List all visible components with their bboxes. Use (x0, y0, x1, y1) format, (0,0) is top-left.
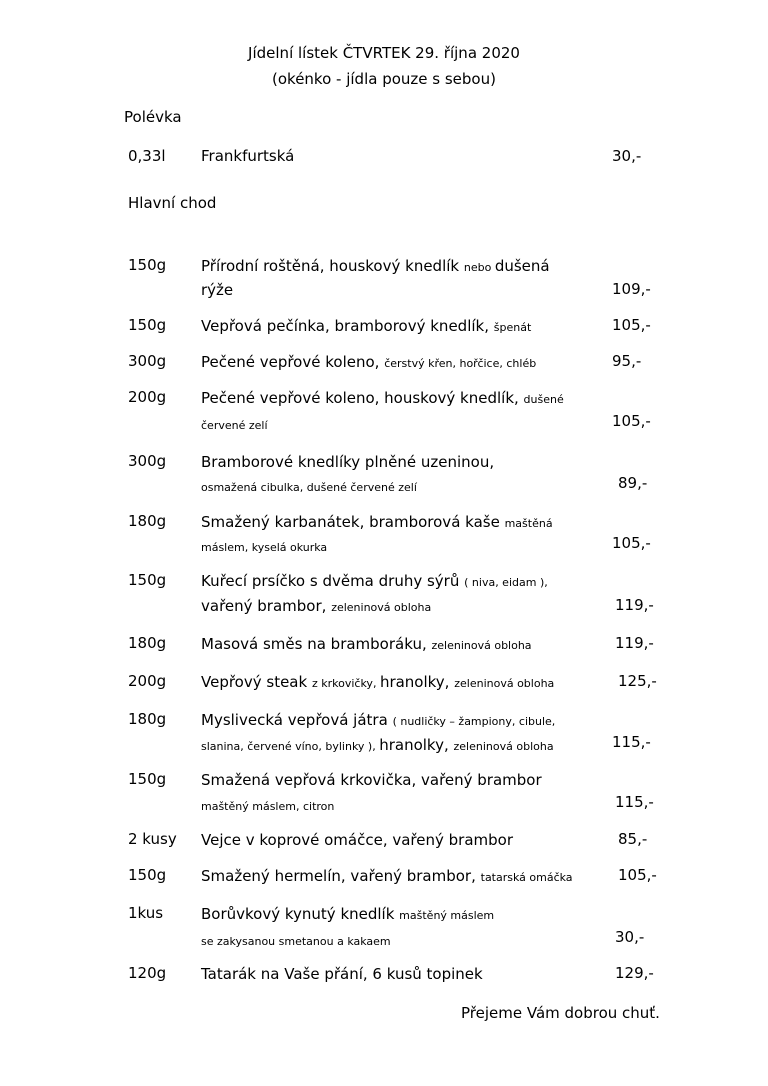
menu-item-l1 (201, 316, 531, 335)
item-quantity: 150g (128, 770, 167, 788)
item-price: 119,- (615, 634, 654, 652)
menu-item-l2 (201, 795, 334, 814)
menu-item-l1 (201, 710, 555, 729)
item-price: 109,- (612, 280, 651, 298)
item-name: Smažený hermelín, vařený brambor, (201, 867, 481, 885)
menu-item-l1 (201, 388, 564, 407)
item-quantity: 300g (128, 352, 167, 370)
menu-item-l2 (201, 414, 268, 433)
item-name: Vepřová pečínka, bramborový knedlík, (201, 317, 494, 335)
item-price: 105,- (612, 534, 651, 552)
item-detail: maštěný máslem, citron (201, 800, 335, 813)
item-detail: osmažená cibulka, dušené červené zelí (201, 481, 417, 494)
item-name: Smažený karbanátek, bramborová kaše (201, 513, 505, 531)
item-name: Tatarák na Vaše přání, 6 kusů topinek (201, 965, 483, 983)
menu-item-l1 (201, 770, 542, 789)
menu-item-l1 (201, 512, 553, 531)
item-quantity: 150g (128, 866, 167, 884)
item-detail: nebo (463, 261, 495, 274)
menu-item-l2 (201, 476, 417, 495)
item-detail: maštěný máslem (399, 909, 495, 922)
item-detail: z krkovičky, (311, 677, 380, 690)
item-detail: dušené (523, 393, 564, 406)
menu-item-l2 (201, 735, 554, 754)
menu-item-l1 (201, 866, 573, 885)
item-name: Přírodní roštěná, houskový knedlík (201, 257, 464, 275)
item-quantity: 180g (128, 512, 167, 530)
item-detail: čerstvý křen, hořčice, chléb (384, 357, 537, 370)
soup-name: Frankfurtská (201, 147, 295, 165)
menu-item-l1 (201, 634, 532, 653)
menu-item-l1 (201, 571, 548, 590)
menu-item-l1 (201, 964, 483, 983)
item-detail: ( niva, eidam ), (464, 576, 548, 589)
item-quantity: 300g (128, 452, 167, 470)
item-quantity: 120g (128, 964, 167, 982)
soup-price: 30,- (612, 147, 642, 165)
item-detail: tatarská omáčka (480, 871, 573, 884)
item-price: 105,- (612, 316, 651, 334)
menu-subtitle: (okénko - jídla pouze s sebou) (272, 70, 496, 88)
item-name: Bramborové knedlíky plněné uzeninou, (201, 453, 495, 471)
item-quantity: 2 kusy (128, 830, 177, 848)
item-name: Myslivecká vepřová játra (201, 711, 393, 729)
item-quantity: 1kus (128, 904, 164, 922)
item-name: Borůvkový kynutý knedlík (201, 905, 400, 923)
item-detail: zeleninová obloha (431, 639, 532, 652)
menu-item-l2 (201, 596, 431, 615)
item-price: 85,- (618, 830, 648, 848)
item-name: Masová směs na bramboráku, (201, 635, 432, 653)
item-price: 115,- (615, 793, 654, 811)
menu-item-l1 (201, 904, 494, 923)
item-quantity: 150g (128, 256, 167, 274)
soup-qty: 0,33l (128, 147, 166, 165)
item-quantity: 180g (128, 634, 167, 652)
item-detail: slanina, červené víno, bylinky ), (201, 740, 380, 753)
menu-item-l1 (201, 352, 536, 371)
item-price: 119,- (615, 596, 654, 614)
item-detail: špenát (493, 321, 532, 334)
menu-item-l1 (201, 452, 494, 471)
item-detail: se zakysanou smetanou a kakaem (201, 935, 391, 948)
item-name: rýže (201, 281, 234, 299)
main-course-heading: Hlavní chod (128, 194, 217, 212)
item-detail: zeleninová obloha (454, 677, 555, 690)
item-price: 115,- (612, 733, 651, 751)
item-price: 105,- (612, 412, 651, 430)
menu-item-l2 (201, 930, 391, 949)
menu-item-l1 (201, 256, 550, 275)
item-detail: červené zelí (201, 419, 268, 432)
item-name: Pečené vepřové koleno, houskový knedlík, (201, 389, 524, 407)
item-quantity: 150g (128, 571, 167, 589)
item-name: Vejce v koprové omáčce, vařený brambor (201, 831, 514, 849)
item-name: hranolky, (379, 736, 454, 754)
item-quantity: 180g (128, 710, 167, 728)
item-quantity: 150g (128, 316, 167, 334)
item-name: Pečené vepřové koleno, (201, 353, 385, 371)
item-detail: zeleninová obloha (331, 601, 432, 614)
item-name: vařený brambor, (201, 597, 332, 615)
item-quantity: 200g (128, 388, 167, 406)
menu-item-l2 (201, 536, 327, 555)
item-name: Kuřecí prsíčko s dvěma druhy sýrů (201, 572, 465, 590)
item-price: 125,- (618, 672, 657, 690)
item-price: 129,- (615, 964, 654, 982)
item-name: dušená (494, 257, 550, 275)
item-price: 30,- (615, 928, 645, 946)
item-price: 95,- (612, 352, 642, 370)
menu-item-l1 (201, 830, 513, 849)
item-detail: ( nudličky – žampiony, cibule, (392, 715, 556, 728)
item-name: hranolky, (379, 673, 455, 691)
item-price: 89,- (618, 474, 648, 492)
item-quantity: 200g (128, 672, 167, 690)
menu-item-l1 (201, 672, 554, 691)
item-detail: maštěná (504, 517, 553, 530)
footer-wish: Přejeme Vám dobrou chuť. (461, 1004, 660, 1022)
item-name: Smažená vepřová krkovička, vařený brambor (201, 771, 542, 789)
soup-heading: Polévka (124, 108, 182, 126)
item-detail: máslem, kyselá okurka (201, 541, 328, 554)
item-detail: zeleninová obloha (453, 740, 554, 753)
menu-item-l2 (201, 280, 233, 299)
menu-title: Jídelní lístek ČTVRTEK 29. října 2020 (248, 44, 520, 62)
item-name: Vepřový steak (201, 673, 312, 691)
item-price: 105,- (618, 866, 657, 884)
